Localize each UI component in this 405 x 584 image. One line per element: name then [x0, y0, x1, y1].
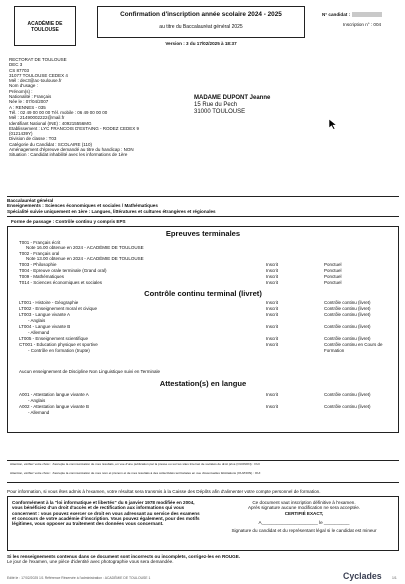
legal-choice-press: Attention, vérifiez votre choix : J'accepte la communication de mes résultats, en vue d'une publication par la presse ou sur les sites Internet de sociétés de droit privé (OUI/NON) : OUI: [10, 462, 260, 466]
cnil-notice: Conformément à la "loi informatique et libertés" du 6 janvier 1978 modifiée en 2004, vous bénéficiez d'un droit d'accès et de rectification aux informations qui vous concernent : vous pouvez exercer ce droit en vous adressant au service des examens et concours de votre académie d'inscription. Vous pouvez également, pour des motifs légitimes, vous opposer au traitement des données vous concernant.: [12, 500, 200, 527]
division: Division de classe : T03: [9, 136, 57, 142]
table-row-sub: [28, 348, 405, 354]
amenagement: Aménagement d'épreuve demandé au titre du handicap : NON: [9, 147, 134, 153]
etablissement-code: (0121439Y): [9, 131, 33, 137]
specialties-block: [7, 198, 287, 214]
row-code: - Anglais: [28, 398, 46, 403]
table-row: [19, 342, 399, 348]
certification-block: [210, 500, 398, 533]
table-row: [19, 300, 399, 306]
row-code: LT002 - Enseignement moral et civique: [19, 306, 97, 311]
section-epreuves-terminales: Epreuves terminales: [165, 229, 241, 238]
situation: Situation : Candidat inhabilité avec les informations de 1ère: [9, 152, 128, 158]
table-row: [19, 280, 399, 286]
row-code: A001 - Attestation langue vivante A: [19, 392, 89, 397]
row-mode: Formation: [324, 348, 345, 353]
school-address: [9, 57, 219, 158]
prenoms: Prénom(s) :: [9, 88, 33, 94]
row-status: Inscrit: [266, 300, 279, 305]
row-status: Inscrit: [266, 268, 279, 273]
footer-instructions: [7, 554, 402, 565]
row-status: Inscrit: [266, 280, 279, 285]
row-status: Inscrit: [266, 324, 279, 329]
recipient-name: MADAME DUPONT Jeanne: [194, 95, 271, 101]
school-line: RECTORAT DE TOULOUSE: [9, 57, 67, 62]
school-line: 31077 TOULOUSE CEDEX 4: [9, 72, 68, 78]
row-mode: Contrôle continu (livret): [324, 324, 371, 329]
footer-line: Le jour de l'examen, une pièce d'identité avec photographie vous sera demandée.: [7, 559, 174, 565]
legal-choice-collectivites: Attention, vérifiez votre choix : J'accepte la communication de mes nom et prénom et de mes résultats à des collectivités territoriales en vue d'éventuelles félicitations (OUI/NON) : OUI: [10, 471, 261, 475]
table-row: [19, 392, 399, 398]
forme-passage: Forme de passage : Contrôle continu y compris EPS: [11, 219, 126, 224]
school-line: DEC 3: [9, 62, 23, 68]
recipient-address: [194, 95, 270, 116]
cert-line: Après signature aucune modification ne sera acceptée.: [247, 505, 361, 511]
row-mode: Contrôle continu (livret): [324, 300, 371, 305]
row-status: Inscrit: [266, 274, 279, 279]
row-code: - Allemand: [28, 410, 50, 415]
table-row: [19, 274, 399, 280]
section-controle-continu: Contrôle continu terminal (livret): [144, 289, 262, 298]
row-note: Note 16.00 obtenue en 2024 - ACADÉMIE DE TOULOUSE: [26, 245, 144, 250]
cyclades-logo: Cyclades: [343, 571, 382, 581]
row-code: T003 - Philosophie: [19, 262, 57, 267]
row-code: - Contrôle en formation (trupte): [28, 348, 90, 353]
version-line: Version : 3 du 17/02/2025 à 18:37: [165, 41, 237, 46]
nationalite: Nationalité : Français: [9, 94, 52, 100]
separator-line: [7, 196, 399, 197]
footer-edition: Edité le : 17/02/2025 1/1 Référence Réservée à l'administration : ACADÉMIE DE TOULOUSE 1: [7, 576, 151, 580]
row-status: Inscrit: [266, 312, 279, 317]
academy-logo: [14, 6, 76, 46]
row-code: T001 - Français écrit: [19, 240, 61, 245]
row-mode: Contrôle continu en Cours de: [324, 342, 383, 347]
table-row: [19, 262, 399, 268]
title-box: [97, 6, 305, 38]
row-status: Inscrit: [266, 404, 279, 409]
row-code: LT001 - Histoire - Géographie: [19, 300, 79, 305]
table-row: [19, 336, 399, 342]
row-status: Inscrit: [266, 306, 279, 311]
etablissement: Etablissement : LYC FRANCOIS D'ESTAING - RODEZ CEDEX 9: [9, 125, 139, 131]
inscription-number: Inscription n° : 004: [343, 22, 382, 27]
document-subtitle: au titre du Baccalauréat général 2025: [159, 24, 243, 30]
school-line: CS 87703: [9, 67, 30, 73]
table-row: [19, 404, 399, 410]
row-code: LT005 - Enseignement scientifique: [19, 336, 88, 341]
logo-line2: TOULOUSE: [31, 27, 59, 33]
row-code: LT004 - Langue vivante B: [19, 324, 71, 329]
table-row: [19, 312, 399, 318]
row-code: CT001 - Education physique et sportive: [19, 342, 98, 347]
recipient-street: 15 Rue du Pech: [194, 102, 238, 108]
separator-line: [7, 482, 399, 483]
table-row-sub: [28, 398, 405, 404]
row-note: Note 13.00 obtenue en 2024 - ACADÉMIE DE TOULOUSE: [26, 256, 144, 261]
row-code: T014 - Sciences économiques et sociales: [19, 280, 103, 285]
row-mode: Contrôle continu (livret): [324, 392, 371, 397]
document-title: Confirmation d'inscription année scolaire 2024 - 2025: [120, 11, 282, 18]
table-row: [19, 268, 399, 274]
cert-line: Ce document vaut inscription définitive à l'examen.: [252, 500, 356, 505]
diploma: Baccalauréat général: [7, 198, 54, 203]
candidate-number: [322, 12, 382, 17]
table-row: [19, 306, 399, 312]
lieu-naissance: A : RENNES - 035: [9, 104, 46, 110]
table-row-sub: [28, 330, 405, 336]
row-mode: Ponctuel: [324, 274, 342, 279]
specialite-1ere: Spécialité suivie uniquement en 1ère : Langues, littératures et cultures étrangères et régionales: [7, 208, 216, 214]
row-code: - Anglais: [28, 318, 46, 323]
nom-usage: Nom d'usage :: [9, 83, 38, 89]
candidate-number-label: N° candidat :: [322, 12, 351, 17]
enseignements: Enseignements : Sciences économiques et sociales / Mathématiques: [7, 203, 158, 209]
telephone: Tél. : 02 49 00 00 00 Tél. mobile : 06 49 00 00 00: [9, 109, 108, 115]
info-caisse-depots: Pour information, si vous êtes admis à l'examen, votre résultat sera transmis à la Caisse des Dépôts afin d'alimenter votre compte personnel de formation.: [7, 489, 321, 494]
mouse-cursor-icon: [328, 118, 338, 130]
redacted-number: [352, 12, 382, 17]
row-mode: Ponctuel: [324, 262, 342, 267]
row-code: T002 - Français oral: [19, 251, 60, 256]
section-attestations: Attestation(s) en langue: [159, 379, 247, 388]
row-code: Aucun enseignement de Discipline Non Linguistique suivi en Terminale: [19, 369, 161, 374]
row-status: Inscrit: [266, 262, 279, 267]
table-row-sub: [28, 318, 405, 324]
row-status: Inscrit: [266, 336, 279, 341]
recipient-city: 31000 TOULOUSE: [194, 109, 246, 115]
row-code: - Allemand: [28, 330, 50, 335]
footer-line: Si les renseignements contenus dans ce document sont incorrects ou incomplets, corrigez-les en ROUGE.: [7, 554, 241, 559]
cert-signature: Signature du candidat et du représentant légal si le candidat est mineur: [231, 528, 377, 534]
frame-top: [7, 226, 399, 227]
page-number: 1/1: [392, 576, 397, 580]
row-mode: Contrôle continu (livret): [324, 336, 371, 341]
email: Mél : 21490002222@mail.fr: [9, 115, 65, 121]
separator-line: [7, 460, 399, 461]
row-status: Inscrit: [266, 392, 279, 397]
table-row: [19, 324, 399, 330]
categorie: Catégorie du Candidat : SCOLAIRE (110): [9, 141, 92, 147]
row-mode: Contrôle continu (livret): [324, 404, 371, 409]
row-mode: Contrôle continu (livret): [324, 312, 371, 317]
row-mode: Ponctuel: [324, 280, 342, 285]
row-code: LT003 - Langue vivante A: [19, 312, 70, 317]
row-status: Inscrit: [266, 342, 279, 347]
date-naissance: Née le : 07/04/2007: [9, 99, 49, 105]
row-code: T009 - Mathématiques: [19, 274, 65, 279]
logo-line1: ACADÉMIE DE: [27, 21, 63, 27]
frame-bottom: [7, 432, 399, 433]
facultatif-text: [19, 369, 399, 375]
ine: Identifiant National (INE) : 409215556MG: [9, 120, 92, 126]
school-line: Mél : dec3@ac-toulouse.fr: [9, 78, 62, 84]
cert-place-date: A______________________ le __________: [258, 519, 350, 525]
frame-left: [7, 226, 8, 432]
separator-line: [7, 216, 399, 217]
table-row-sub: [28, 410, 405, 416]
row-mode: Ponctuel: [324, 268, 342, 273]
cert-exact: CERTIFIÉ EXACT,: [284, 510, 324, 516]
row-mode: Contrôle continu (livret): [324, 306, 371, 311]
row-code: A002 - Attestation langue vivante B: [19, 404, 90, 409]
row-code: T004 - Epreuve orale terminale (Grand oral): [19, 268, 107, 273]
